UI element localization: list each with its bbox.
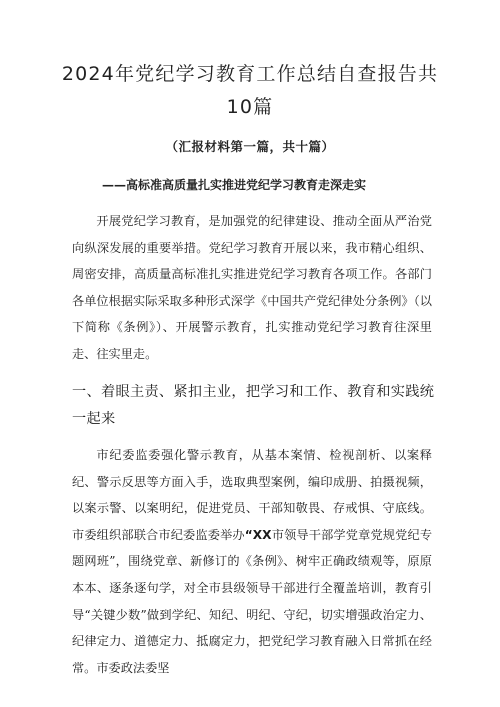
section-1-paragraph — [72, 442, 432, 707]
document-title: 2024年党纪学习教育工作总结自查报告共10篇 — [61, 63, 439, 118]
document-tagline: ——高标准高质量扎实推进党纪学习教育走深走实 — [102, 178, 367, 192]
section-heading-1: 一、着眼主责、紧扣主业，把学习和工作、教育和实践统一起来 — [72, 384, 435, 427]
document-subtitle: （汇报材料第一篇，共十篇） — [165, 139, 335, 154]
section-1-paragraph-bold: “XX — [244, 527, 272, 542]
intro-paragraph: 开展党纪学习教育，是加强党的纪律建设、推动全面从严治党向纵深发展的重要举措。党纪学习教育开展以来，我市精心组织、周密安排，高质量高标准扎实推进党纪学习教育各项工作。各部门各单位根据实际采取多种形式深学《中国共产党纪律处分条例》（以下简称《条例》）、开展警示教育，扎实推动党纪学习教育往深里走、往实里走。 — [72, 214, 432, 361]
section-1-paragraph-part-a: 市纪委监委强化警示教育，从基本案情、检视剖析、以案释纪、警示反思等方面入手，选取典型案例，编印成册、拍摄视频，以案示警、以案明纪，促进党员、干部知敬畏、存戒惧、守底线。市委组织部联合市纪委监委举办 — [72, 448, 432, 542]
section-1-paragraph-part-b: 市领导干部学党章党规党纪专题网班”，围绕党章、新修订的《条例》、树牢正确政绩观等，原原本本、逐条逐句学，对全市县级领导干部进行全覆盖培训，教育引导“关键少数”做到学纪、知纪、明纪、守纪，切实增强政治定力、纪律定力、道德定力、抵腐定力，把党纪学习教育融入日常抓在经常。市委政法委坚 — [72, 527, 433, 675]
